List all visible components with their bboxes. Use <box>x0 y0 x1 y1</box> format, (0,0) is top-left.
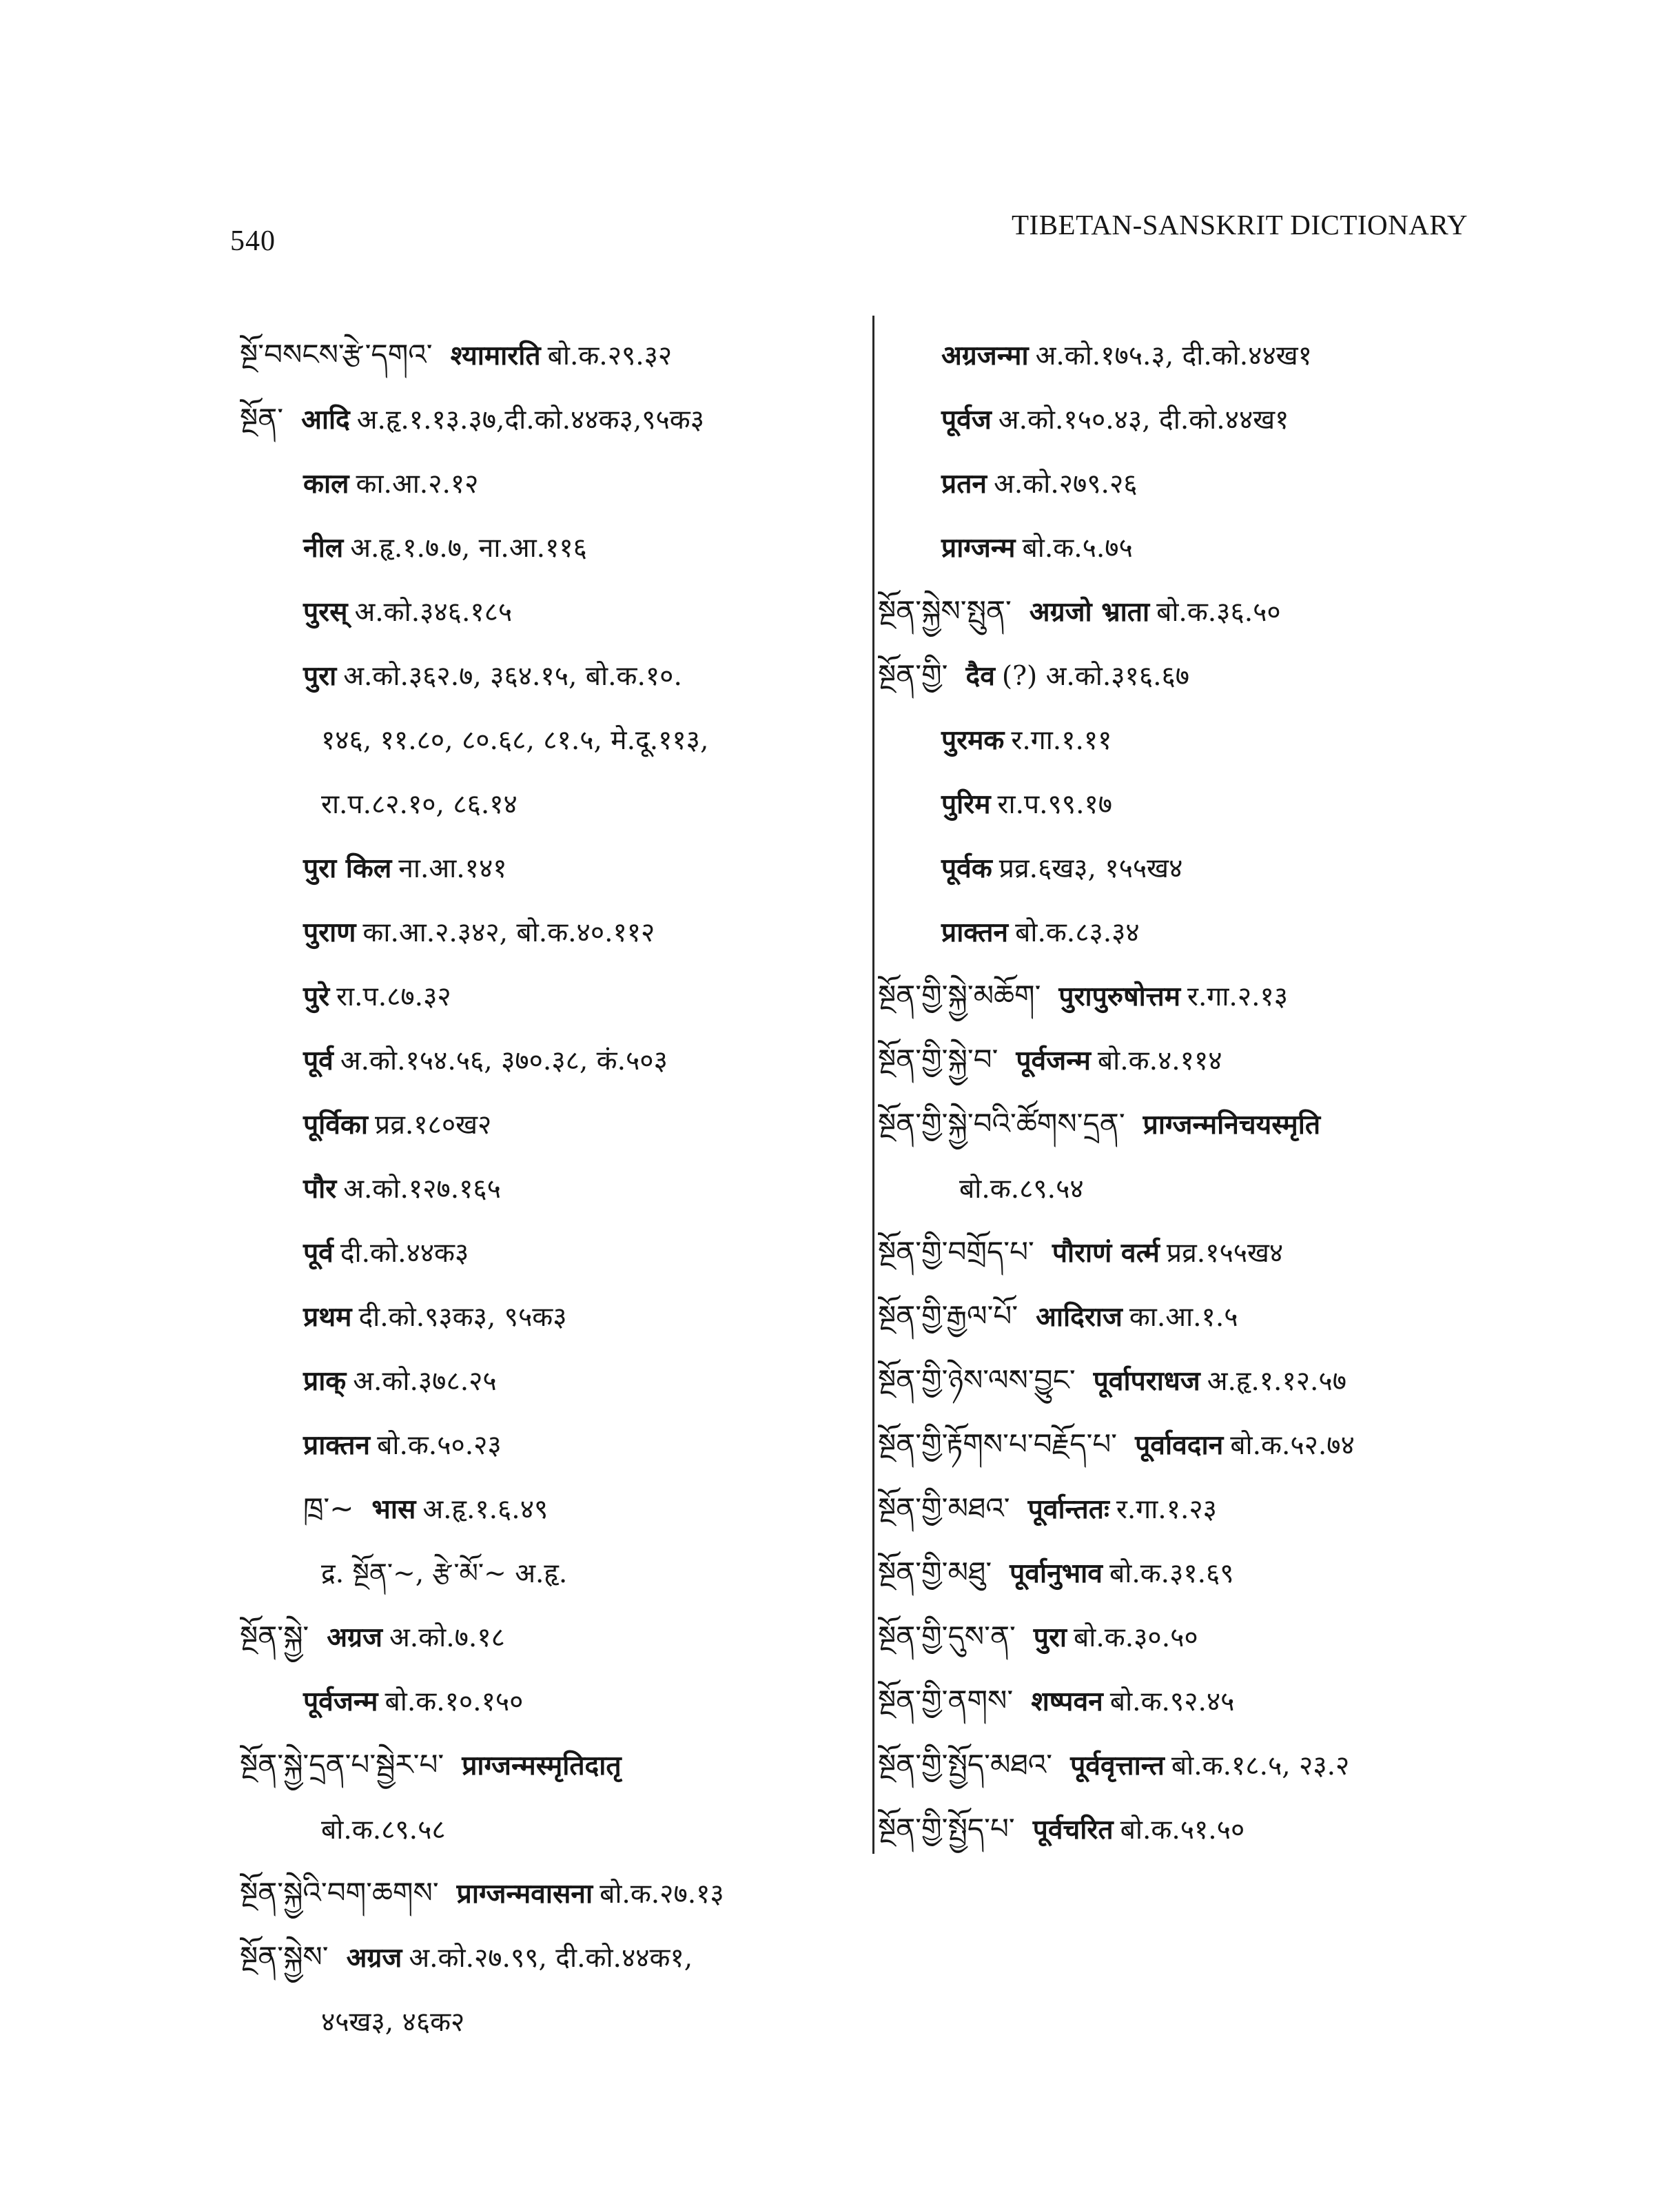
sanskrit-equivalent: पूर्वावदान <box>1135 1429 1224 1461</box>
source-reference: र.गा.१.११ <box>1011 725 1112 756</box>
sanskrit-equivalent: पूर्वज <box>941 404 992 436</box>
source-reference: बो.क.१०.१५० <box>385 1686 524 1717</box>
sanskrit-equivalent: अग्रजो भ्राता <box>1029 596 1150 628</box>
dictionary-headword-entry <box>240 387 860 451</box>
tibetan-term: སྔོན་གྱི་སྤྱོད་མཐའ་ <box>878 1748 1053 1781</box>
sanskrit-equivalent: अग्रज <box>346 1942 402 1974</box>
tibetan-term: སྔོན་གྱི་སྐྱེ་བ་ <box>878 1043 998 1076</box>
dictionary-headword-entry <box>878 1733 1567 1797</box>
sanskrit-equivalent: पूर्व <box>303 1237 334 1269</box>
sanskrit-equivalent: पुरा <box>303 660 337 692</box>
source-reference: प्रव्र.१५५ख४ <box>1166 1238 1284 1269</box>
sanskrit-equivalent: दैव <box>965 660 995 692</box>
sanskrit-equivalent: पुराण <box>303 917 356 948</box>
source-reference: दी.को.४४क३ <box>340 1238 469 1269</box>
dictionary-subentry <box>240 451 860 515</box>
source-reference: अ.को.२७.९९, दी.को.४४क१, <box>409 1943 693 1974</box>
source-reference: अ.को.३४६.१८५ <box>354 597 513 628</box>
sanskrit-equivalent: भास <box>371 1493 416 1525</box>
source-reference: १४६, ११.८०, ८०.६८, ८१.५, मे.दू.११३, <box>321 725 709 756</box>
dictionary-subentry <box>240 1540 860 1604</box>
tibetan-term: སྔོན་སྐྱེ་དྲན་པ་སྦྱེར་པ་ <box>240 1748 444 1781</box>
tibetan-term: སྔོན་གྱི་སྤྱོད་པ་ <box>878 1812 1015 1846</box>
source-reference: ४५ख३, ४६क२ <box>321 2007 465 2038</box>
sanskrit-equivalent: पूर्वान्ततः <box>1027 1493 1109 1525</box>
dictionary-subentry <box>878 771 1567 835</box>
tibetan-term: སྔོན་གྱི་མཐུ་ <box>878 1555 992 1589</box>
sanskrit-equivalent: प्राक् <box>303 1365 347 1397</box>
tibetan-term: སྔོན་གྱི་དུས་ན་ <box>878 1619 1016 1653</box>
source-reference: प्रव्र.६ख३, १५५ख४ <box>998 853 1183 884</box>
sanskrit-equivalent: पूर्वापराधज <box>1093 1365 1200 1397</box>
sanskrit-equivalent: पुरापुरुषोत्तम <box>1058 981 1181 1012</box>
tibetan-term: སྔོན་གྱི་ཉེས་ལས་བྱུང་ <box>878 1363 1076 1397</box>
tibetan-term: སྔོ་བསངས་རྩེ་དགའ་ <box>240 338 433 371</box>
dictionary-subentry <box>240 1348 860 1412</box>
column-divider <box>872 316 874 1854</box>
sanskrit-equivalent: प्रतन <box>941 468 987 500</box>
sanskrit-equivalent: पूर्व <box>303 1045 334 1076</box>
source-reference: का.आ.१.५ <box>1129 1302 1238 1333</box>
dictionary-headword-entry <box>878 1412 1567 1476</box>
source-reference: अ.को.१२७.१६५ <box>343 1174 501 1205</box>
tibetan-term: སྔོན་གྱི་སྐྱེ་མཆོག་ <box>878 979 1041 1012</box>
source-reference: प्रव्र.१८०ख२ <box>375 1110 492 1141</box>
dictionary-subentry <box>240 771 860 835</box>
source-reference: बो.क.३६.५० <box>1156 597 1281 628</box>
sanskrit-equivalent: पुरा <box>1033 1622 1067 1653</box>
source-reference: (?) अ.को.३१६.६७ <box>1001 661 1190 692</box>
sanskrit-equivalent: शष्पवन <box>1031 1686 1103 1717</box>
dictionary-subentry <box>240 579 860 643</box>
dictionary-subentry <box>878 707 1567 771</box>
source-reference: बो.क.५१.५० <box>1120 1815 1245 1846</box>
dictionary-subentry <box>240 1412 860 1476</box>
sanskrit-equivalent: पूर्वजन्म <box>1016 1045 1091 1076</box>
sanskrit-equivalent: प्राग्जन्मवासना <box>456 1878 593 1910</box>
sanskrit-equivalent: पूर्वजन्म <box>303 1686 378 1717</box>
source-reference: बो.क.४.११४ <box>1097 1045 1222 1076</box>
dictionary-subentry <box>240 1220 860 1284</box>
dictionary-headword-entry <box>878 1540 1567 1604</box>
sanskrit-equivalent: प्रथम <box>303 1301 352 1333</box>
sanskrit-equivalent: पुरस् <box>303 596 348 628</box>
source-reference: का.आ.२.३४२, बो.क.४०.११२ <box>362 917 655 948</box>
source-reference: बो.क.८९.५४ <box>959 1174 1084 1205</box>
sanskrit-equivalent: पूर्ववृत्तान्त <box>1070 1750 1165 1781</box>
sanskrit-equivalent: पौराणं वर्त्म <box>1052 1237 1160 1269</box>
dictionary-headword-entry <box>878 1220 1567 1284</box>
sanskrit-equivalent: अग्रज <box>327 1622 382 1653</box>
tibetan-term: སྔོན་སྐྱེས་ <box>240 1940 329 1974</box>
sanskrit-equivalent: पौर <box>303 1173 337 1205</box>
tibetan-term: སྔོན་སྐྱེས་སྤུན་ <box>878 594 1012 628</box>
right-column <box>878 323 1567 1861</box>
dictionary-subentry <box>240 899 860 963</box>
dictionary-subentry <box>878 1156 1567 1220</box>
source-reference: र.गा.१.२३ <box>1116 1494 1217 1525</box>
source-reference: बो.क.९२.४५ <box>1109 1686 1235 1717</box>
source-reference: बो.क.८३.३४ <box>1015 917 1140 948</box>
source-reference: अ.हृ.१.१२.५७ <box>1207 1366 1346 1397</box>
source-reference: अ.को.३६२.७, ३६४.१५, बो.क.१०. <box>343 661 682 692</box>
dictionary-headword-entry <box>878 643 1567 707</box>
source-reference: दी.को.९३क३, ९५क३ <box>358 1302 567 1333</box>
dictionary-headword-entry <box>878 1284 1567 1348</box>
sanskrit-equivalent: पूर्वानुभाव <box>1010 1557 1103 1589</box>
source-reference: अ.को.१५०.४३, दी.को.४४ख१ <box>998 405 1289 436</box>
dictionary-subentry <box>240 835 860 899</box>
source-reference: द्र. སྔོན་~, རྩེ་མོ་~ अ.हृ. <box>321 1558 568 1589</box>
source-reference: बो.क.३०.५० <box>1074 1622 1198 1653</box>
dictionary-subentry <box>240 1156 860 1220</box>
dictionary-subentry <box>240 1284 860 1348</box>
sanskrit-equivalent: प्राक्तन <box>303 1429 371 1461</box>
dictionary-headword-entry <box>240 1925 860 1989</box>
source-reference: र.गा.२.१३ <box>1187 981 1289 1012</box>
source-reference: ना.आ.१४१ <box>398 853 507 884</box>
sanskrit-equivalent: पूर्वक <box>941 852 992 884</box>
dictionary-headword-entry <box>240 1861 860 1925</box>
page-number: 540 <box>230 225 276 257</box>
dictionary-subentry <box>240 1476 860 1540</box>
source-reference: रा.प.९९.१७ <box>997 789 1113 820</box>
sanskrit-equivalent: काल <box>303 468 349 500</box>
sanskrit-equivalent: पुरमक <box>941 724 1005 756</box>
source-reference: बो.क.२९.३२ <box>547 340 673 371</box>
running-head: TIBETAN-SANSKRIT DICTIONARY <box>1012 209 1468 241</box>
dictionary-subentry <box>878 451 1567 515</box>
source-reference: अ.हृ.१.७.७, ना.आ.११६ <box>350 533 587 564</box>
tibetan-term: སྔོན་གྱི་རྒྱལ་པོ་ <box>878 1299 1018 1333</box>
source-reference: बो.क.१८.५, २३.२ <box>1171 1750 1350 1781</box>
dictionary-subentry <box>240 963 860 1028</box>
dictionary-subentry <box>878 323 1567 387</box>
source-reference: बो.क.५.७५ <box>1022 533 1133 564</box>
dictionary-subentry <box>240 1028 860 1092</box>
sanskrit-equivalent: प्राग्जन्मस्मृतिदातृ <box>462 1750 622 1781</box>
dictionary-subentry <box>240 1668 860 1733</box>
source-reference: बो.क.५२.७४ <box>1230 1430 1355 1461</box>
dictionary-subentry <box>240 515 860 579</box>
dictionary-subentry <box>878 515 1567 579</box>
sanskrit-equivalent: पूर्विका <box>303 1109 368 1141</box>
dictionary-headword-entry <box>878 1668 1567 1733</box>
tibetan-term: ཁྲ་~ <box>303 1491 354 1525</box>
source-reference: बो.क.२७.१३ <box>600 1879 724 1910</box>
source-reference: अ.को.२७९.२६ <box>994 469 1138 500</box>
dictionary-subentry <box>878 899 1567 963</box>
sanskrit-equivalent: आदि <box>301 404 350 436</box>
source-reference: बो.क.५०.२३ <box>377 1430 502 1461</box>
tibetan-term: སྔོན་གྱི་ <box>878 658 948 692</box>
dictionary-headword-entry <box>878 1604 1567 1668</box>
source-reference: का.आ.२.१२ <box>356 469 479 500</box>
dictionary-headword-entry <box>878 1348 1567 1412</box>
sanskrit-equivalent: आदिराज <box>1036 1301 1123 1333</box>
sanskrit-equivalent: पुरा किल <box>303 852 392 884</box>
dictionary-subentry <box>878 835 1567 899</box>
tibetan-term: སྔོན་ <box>240 402 284 436</box>
left-column <box>240 323 860 2053</box>
dictionary-headword-entry <box>878 1476 1567 1540</box>
source-reference: अ.को.१५४.५६, ३७०.३८, कं.५०३ <box>340 1045 668 1076</box>
source-reference: अ.को.१७५.३, दी.को.४४ख१ <box>1035 340 1312 371</box>
dictionary-subentry <box>240 1797 860 1861</box>
dictionary-subentry <box>240 707 860 771</box>
source-reference: अ.हृ.१.६.४९ <box>422 1494 549 1525</box>
tibetan-term: སྔོན་སྐྱེ་ <box>240 1619 309 1653</box>
sanskrit-equivalent: प्राग्जन्मनिचयस्मृति <box>1143 1109 1321 1141</box>
sanskrit-equivalent: पुरे <box>303 981 330 1012</box>
tibetan-term: སྔོན་གྱི་རྟོགས་པ་བརྗོད་པ་ <box>878 1427 1118 1461</box>
dictionary-headword-entry <box>878 1028 1567 1092</box>
sanskrit-equivalent: नील <box>303 532 344 564</box>
source-reference: बो.क.३१.६९ <box>1109 1558 1234 1589</box>
source-reference: बो.क.८९.५८ <box>321 1815 446 1846</box>
sanskrit-equivalent: प्राग्जन्म <box>941 532 1016 564</box>
source-reference: अ.को.३७८.२५ <box>353 1366 497 1397</box>
source-reference: रा.प.८७.३२ <box>336 981 451 1012</box>
dictionary-subentry <box>240 643 860 707</box>
dictionary-headword-entry <box>878 1092 1567 1156</box>
dictionary-headword-entry <box>878 963 1567 1028</box>
dictionary-headword-entry <box>878 579 1567 643</box>
tibetan-term: སྔོན་གྱི་བགྲོད་པ་ <box>878 1235 1034 1269</box>
dictionary-headword-entry <box>240 323 860 387</box>
source-reference: अ.हृ.१.१३.३७,दी.को.४४क३,९५क३ <box>356 405 705 436</box>
sanskrit-equivalent: पुरिम <box>941 788 991 820</box>
tibetan-term: སྔོན་སྐྱེའི་བག་ཆགས་ <box>240 1876 439 1910</box>
dictionary-subentry <box>240 1092 860 1156</box>
dictionary-subentry <box>240 1989 860 2053</box>
dictionary-headword-entry <box>240 1733 860 1797</box>
source-reference: रा.प.८२.१०, ८६.१४ <box>321 789 518 820</box>
sanskrit-equivalent: प्राक्तन <box>941 917 1009 948</box>
sanskrit-equivalent: श्यामारति <box>450 340 541 371</box>
tibetan-term: སྔོན་གྱི་མཐའ་ <box>878 1491 1010 1525</box>
source-reference: अ.को.७.१८ <box>389 1622 505 1653</box>
dictionary-subentry <box>878 387 1567 451</box>
dictionary-headword-entry <box>240 1604 860 1668</box>
tibetan-term: སྔོན་གྱི་སྐྱེ་བའི་ཚོགས་དྲན་ <box>878 1107 1125 1141</box>
tibetan-term: སྔོན་གྱི་ནགས་ <box>878 1684 1014 1717</box>
dictionary-headword-entry <box>878 1797 1567 1861</box>
sanskrit-equivalent: अग्रजन्मा <box>941 340 1029 371</box>
sanskrit-equivalent: पूर्वचरित <box>1032 1814 1114 1846</box>
